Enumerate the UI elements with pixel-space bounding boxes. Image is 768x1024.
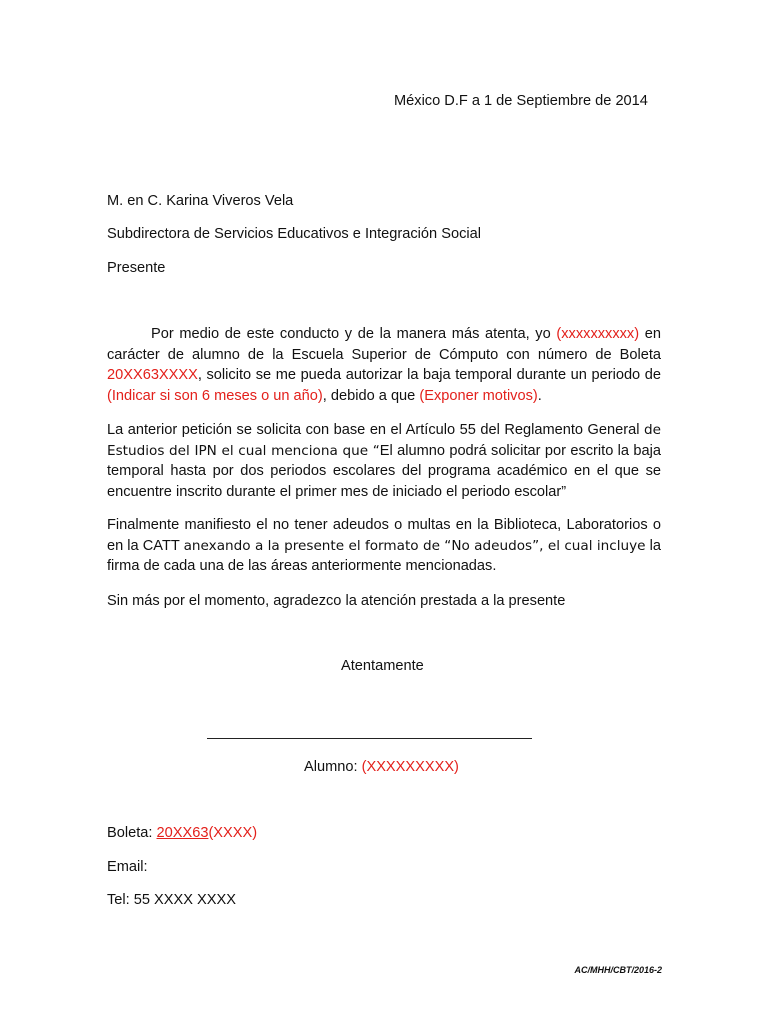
email-line: Email: [107, 859, 148, 875]
student-name-placeholder: (xxxxxxxxxx) [556, 326, 640, 342]
date-line: México D.F a 1 de Septiembre de 2014 [394, 93, 648, 109]
reason-placeholder: (Exponer motivos) [419, 387, 538, 404]
p1-text-5: . [537, 387, 542, 404]
p1-text-4: , debido a que [322, 387, 420, 404]
paragraph-no-debts [107, 515, 661, 577]
period-placeholder: (Indicar si son 6 meses o un año) [107, 387, 323, 404]
closing-line: Sin más por el momento, agradezco la atención prestada a la presente [107, 593, 566, 609]
recipient-position: Subdirectora de Servicios Educativos e Integración Social [107, 226, 481, 242]
sign-off: Atentamente [341, 658, 424, 674]
boleta-placeholder: 20XX63XXXX [107, 367, 198, 383]
signature-placeholder: (XXXXXXXXX) [361, 759, 459, 775]
signature-line [207, 738, 532, 739]
signature-label: Alumno: [304, 759, 362, 775]
p2-text-2: de Estudios del IPN el cual menciona que “ [107, 422, 661, 459]
tel-line: Tel: 55 XXXX XXXX [107, 892, 236, 908]
document-code: AC/MHH/CBT/2016-2 [574, 965, 662, 975]
p3-text-2: anexando a la presente el formato de “No adeudos”, el cual incluye [183, 537, 646, 554]
boleta-value-rest: (XXXX) [208, 825, 258, 841]
paragraph-legal-basis [107, 420, 661, 502]
p2-text-3: El alumno podrá solicitar por escrito la baja temporal hasta por dos periodos escolares del programa académico en el que se encuentre inscrito durante el primer mes de iniciado el periodo escolar” [107, 442, 661, 500]
p3-text-3: la firma de cada una de las áreas anteriormente mencionadas. [107, 537, 661, 574]
p1-text-3: , solicito se me pueda autorizar la baja temporal durante un periodo de [197, 367, 661, 383]
recipient-name: M. en C. Karina Viveros Vela [107, 193, 294, 209]
boleta-value-underlined: 20XX63 [156, 825, 209, 841]
signature-name [304, 757, 459, 777]
greeting: Presente [107, 260, 166, 276]
boleta-line [107, 823, 257, 843]
p2-text-1: La anterior petición se solicita con base en el Artículo 55 del Reglamento General [107, 422, 644, 438]
boleta-label: Boleta: [107, 825, 157, 841]
p1-text-1: Por medio de este conducto y de la manera más atenta, yo [151, 326, 557, 342]
p1-text-2: en carácter de alumno de la Escuela Superior de Cómputo con número de Boleta [107, 326, 661, 363]
paragraph-request [107, 324, 661, 406]
p3-text-1: Finalmente manifiesto el no tener adeudos o multas en la Biblioteca, Laboratorios o en la CATT [107, 517, 661, 554]
